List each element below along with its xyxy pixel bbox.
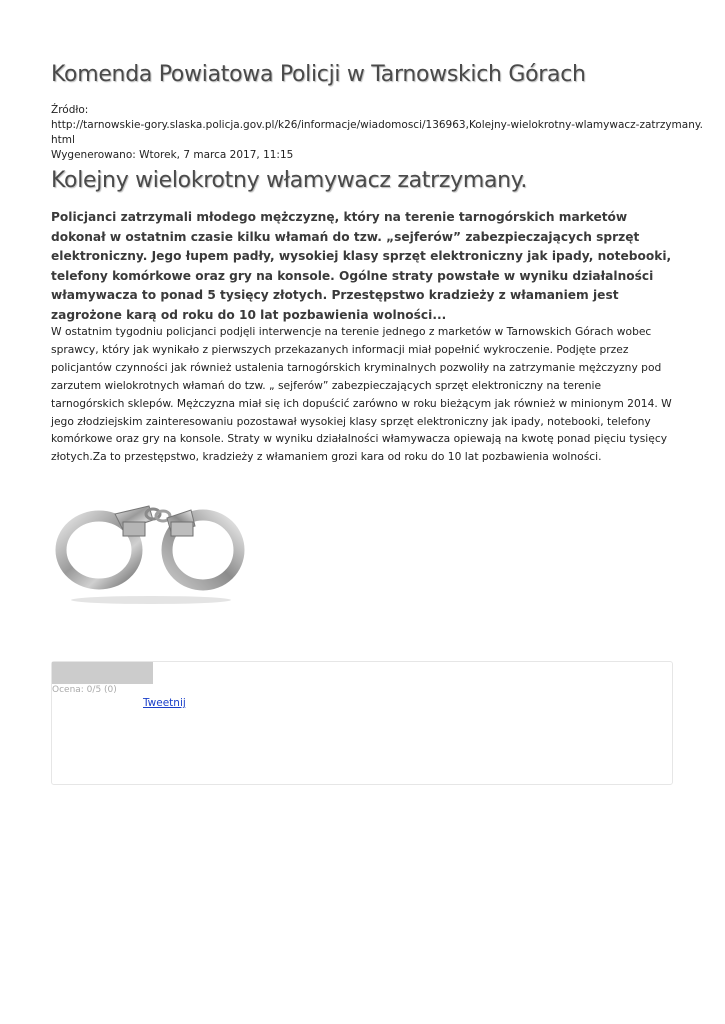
article-body: W ostatnim tygodniu policjanci podjęli interwencje na terenie jednego z marketów w Tarnowskich Górach wobec sprawcy, który jak wynikało z pierwszych przekazanych informacji miał popełnić wykroczenie. Podjęte przez policjantów czynności jak również ustalenia tarnogórskich kryminalnych pozwoliły na zatrzymanie mężczyzny pod zarzutem wielokrotnych włamań do tzw. „ sejferów” zabezpieczających sprzęt elektroniczny na terenie tarnogórskich sklepów. Mężczyzna miał się ich dopuścić zarówno w roku bieżącym jak również w minionym 2014. W jego złodziejskim zainteresowaniu pozostawał wysokiej klasy sprzęt elektroniczny jak ipady, notebooki, telefony komórkowe oraz gry na konsole. Straty w wyniku działalności włamywacza opiewają na kwotę ponad pięciu tysięcy złotych.Za to przestępstwo, kradzieży z włamaniem grozi kara od roku do 10 lat pozbawienia wolności.	[51, 325, 672, 464]
rating-text: Ocena: 0/5 (0)	[52, 685, 117, 695]
handcuffs-photo	[53, 492, 249, 610]
rating-stars-bar[interactable]	[52, 662, 153, 684]
source-label: Źródło:	[51, 104, 89, 116]
source-url-line1: http://tarnowskie-gory.slaska.policja.gov.pl/k26/informacje/wiadomosci/136963,Kolejny-wielokrotny-wlamywacz-zatrzymany.	[51, 119, 703, 131]
source-meta	[51, 103, 703, 163]
article-title: Kolejny wielokrotny włamywacz zatrzymany.	[51, 168, 528, 193]
rating-box	[51, 661, 673, 785]
generated-date: Wygenerowano: Wtorek, 7 marca 2017, 11:15	[51, 149, 294, 161]
article-lead: Policjanci zatrzymali młodego mężczyznę, który na terenie tarnogórskich marketów dokonał w ostatnim czasie kilku włamań do tzw. „sejferów” zabezpieczających sprzęt elektroniczny. Jego łupem padły, wysokiej klasy sprzęt elektroniczny jak ipady, notebooki, telefony komórkowe oraz gry na konsole. Ogólne straty powstałe w wyniku działalności włamywacza to ponad 5 tysięcy złotych. Przestępstwo kradzieży z włamaniem jest zagrożone karą od roku do 10 lat pozbawienia wolności...	[51, 210, 672, 322]
site-title: Komenda Powiatowa Policji w Tarnowskich Górach	[51, 62, 586, 87]
tweet-link[interactable]: Tweetnij	[143, 697, 186, 709]
source-url-line2: html	[51, 134, 75, 146]
